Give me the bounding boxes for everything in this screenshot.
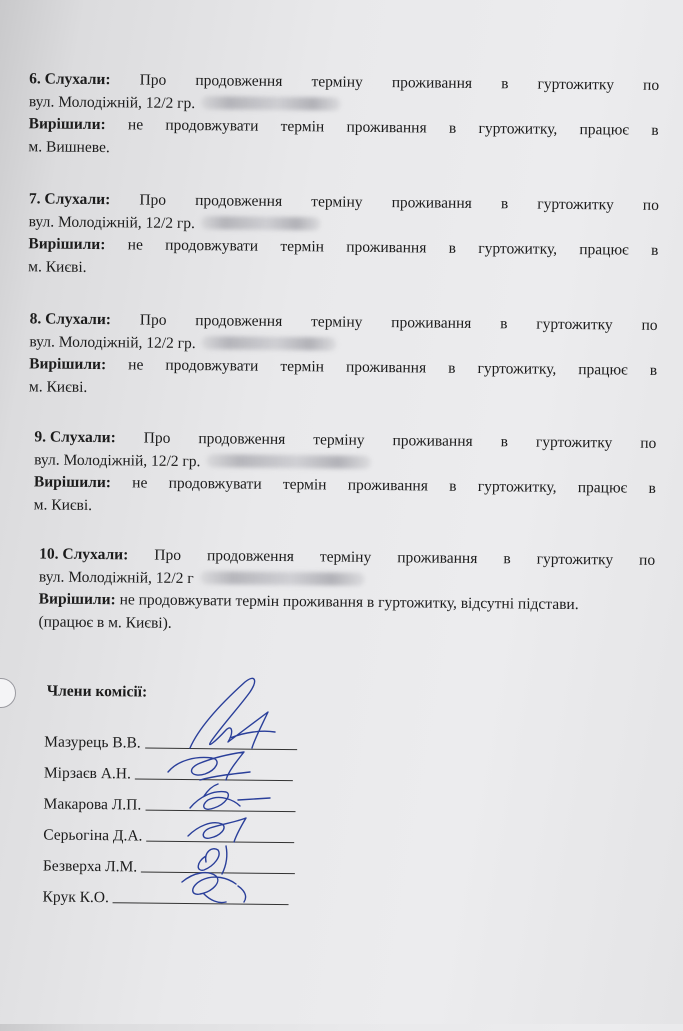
heard-label: Слухали: [44, 70, 111, 89]
heard-word: Про [139, 311, 167, 329]
item-number: 6. [29, 70, 41, 88]
address-text: вул. Молодіжній, 12/2 гр. [28, 212, 196, 232]
agenda-item-7 [28, 188, 659, 285]
heard-word: по [642, 196, 659, 214]
heard-word: проживання [391, 74, 473, 92]
decided-word: гуртожитку, [478, 240, 558, 258]
decided-word: проживання [347, 476, 429, 495]
redacted-name [201, 96, 341, 110]
member-name: Крук К.О. [42, 888, 110, 907]
decided-word: працює [579, 121, 630, 139]
member-name: Безверха Л.М. [42, 857, 138, 876]
decided-word: працює [577, 479, 628, 497]
item-number: 7. [28, 190, 41, 208]
heard-word: по [640, 434, 657, 452]
heard-word: Про [154, 546, 182, 564]
heard-word: гуртожитку [536, 550, 614, 569]
decided-word: проживання [345, 358, 427, 377]
decided-word: проживання [346, 238, 427, 257]
heard-word: гуртожитку [537, 75, 615, 94]
signature-line [145, 747, 297, 751]
item-number: 8. [29, 310, 42, 328]
heard-label: Слухали: [44, 190, 111, 209]
heard-word: проживання [397, 549, 478, 568]
decided-word: термін [282, 475, 327, 494]
address-text: вул. Молодіжній, 12/2 гр. [29, 332, 196, 352]
member-name: Мазурець В.В. [44, 733, 141, 752]
heard-word: в [501, 75, 509, 93]
redacted-name [200, 571, 365, 586]
decided-word: проживання [346, 118, 427, 137]
redacted-name [202, 336, 337, 350]
decided-word: в [448, 359, 456, 377]
decided-word: працює [578, 361, 628, 379]
decided-word: в [648, 479, 656, 497]
member-name: Серьогіна Д.А. [43, 826, 143, 845]
heard-word: гуртожитку [537, 195, 614, 214]
address-text: вул. Молодіжній, 12/2 г [38, 567, 194, 587]
decided-word: термін [280, 357, 325, 376]
heard-word: гуртожитку [536, 315, 613, 334]
last-line: м. Вишневе. [28, 137, 110, 156]
decided-word: не [127, 236, 143, 254]
agenda-item-9 [34, 426, 657, 523]
heard-word: по [639, 551, 656, 569]
decided-label: Вирішили: [38, 590, 116, 609]
signature-line [145, 809, 295, 813]
last-line: (працює в м. Києві). [38, 612, 172, 632]
signature-line [146, 840, 294, 844]
heard-word: терміну [311, 193, 363, 211]
heard-word: терміну [311, 73, 363, 91]
last-line: м. Києві. [28, 377, 88, 396]
heard-label: Слухали: [45, 310, 112, 329]
decided-word: продовжувати [165, 116, 259, 135]
decided-word: в [448, 239, 457, 257]
heard-word: терміну [313, 431, 365, 449]
decided-word: продовжувати [165, 356, 259, 375]
address-text: вул. Молодіжній, 12/2 гр. [28, 92, 196, 112]
decided-word: гуртожитку, [477, 360, 557, 378]
heard-word: по [641, 316, 658, 334]
heard-word: Про [139, 71, 167, 89]
member-row [43, 826, 294, 847]
heard-label: Слухали: [49, 428, 116, 447]
heard-label: Слухали: [62, 545, 129, 564]
decided-word: не [132, 474, 148, 492]
decided-label: Вирішили: [28, 115, 106, 134]
decided-word: в [649, 361, 658, 379]
heard-word: терміну [310, 313, 363, 331]
member-row [44, 734, 297, 755]
decided-word: продовжувати [165, 236, 259, 255]
decided-word: не [127, 116, 144, 134]
decided-word: працює [579, 241, 629, 259]
heard-word: продовження [195, 192, 283, 210]
signature-line [113, 901, 289, 905]
decided-word: в [448, 119, 457, 137]
decided-label: Вирішили: [28, 235, 106, 254]
member-row [43, 796, 295, 817]
agenda-item-6 [28, 68, 659, 165]
decided-word: термін [280, 117, 325, 136]
heard-word: в [503, 550, 511, 568]
item-number: 10. [39, 545, 59, 563]
heard-word: продовження [195, 72, 283, 90]
item-number: 9. [34, 428, 47, 446]
agenda-item-8 [29, 308, 658, 405]
decided-word: гуртожитку, [477, 478, 557, 496]
heard-word: проживання [392, 432, 473, 450]
member-row [43, 888, 290, 909]
decided-label: Вирішили: [33, 473, 112, 492]
heard-word: в [500, 433, 509, 451]
member-name: Макарова Л.П. [43, 795, 142, 814]
redacted-name [201, 216, 321, 230]
commission-title: Члени комісії: [46, 682, 148, 701]
heard-word: в [500, 195, 509, 213]
heard-word: по [643, 76, 660, 94]
heard-word: Про [139, 191, 167, 209]
decided-word: в [650, 241, 659, 259]
decided-word: не [128, 356, 144, 374]
heard-word: проживання [391, 314, 472, 332]
decided-text: не продовжувати термін проживання в гуртожитку, відсутні підстави. [119, 591, 579, 614]
heard-word: продовження [198, 430, 286, 449]
signature-line [141, 871, 295, 875]
last-line: м. Києві. [28, 257, 87, 276]
last-line: м. Києві. [33, 495, 93, 514]
heard-word: Про [143, 429, 171, 447]
heard-word: продовження [206, 547, 295, 566]
heard-word: проживання [391, 194, 472, 212]
decided-word: в [651, 121, 659, 139]
member-row [43, 857, 295, 878]
decided-word: гуртожитку, [478, 120, 558, 138]
heard-word: в [500, 315, 508, 333]
decided-label: Вирішили: [29, 355, 107, 374]
decided-word: термін [280, 237, 325, 256]
decided-word: в [449, 477, 457, 495]
signature-line [135, 777, 293, 781]
decided-word: продовжувати [168, 474, 262, 493]
address-text: вул. Молодіжній, 12/2 гр. [34, 450, 201, 470]
heard-word: продовження [195, 312, 283, 330]
heard-word: терміну [319, 548, 372, 566]
heard-word: гуртожитку [535, 433, 613, 452]
member-name: Мірзаєв А.Н. [43, 764, 132, 783]
agenda-item-10 [38, 543, 655, 639]
member-row [44, 765, 293, 786]
redacted-name [206, 454, 371, 469]
